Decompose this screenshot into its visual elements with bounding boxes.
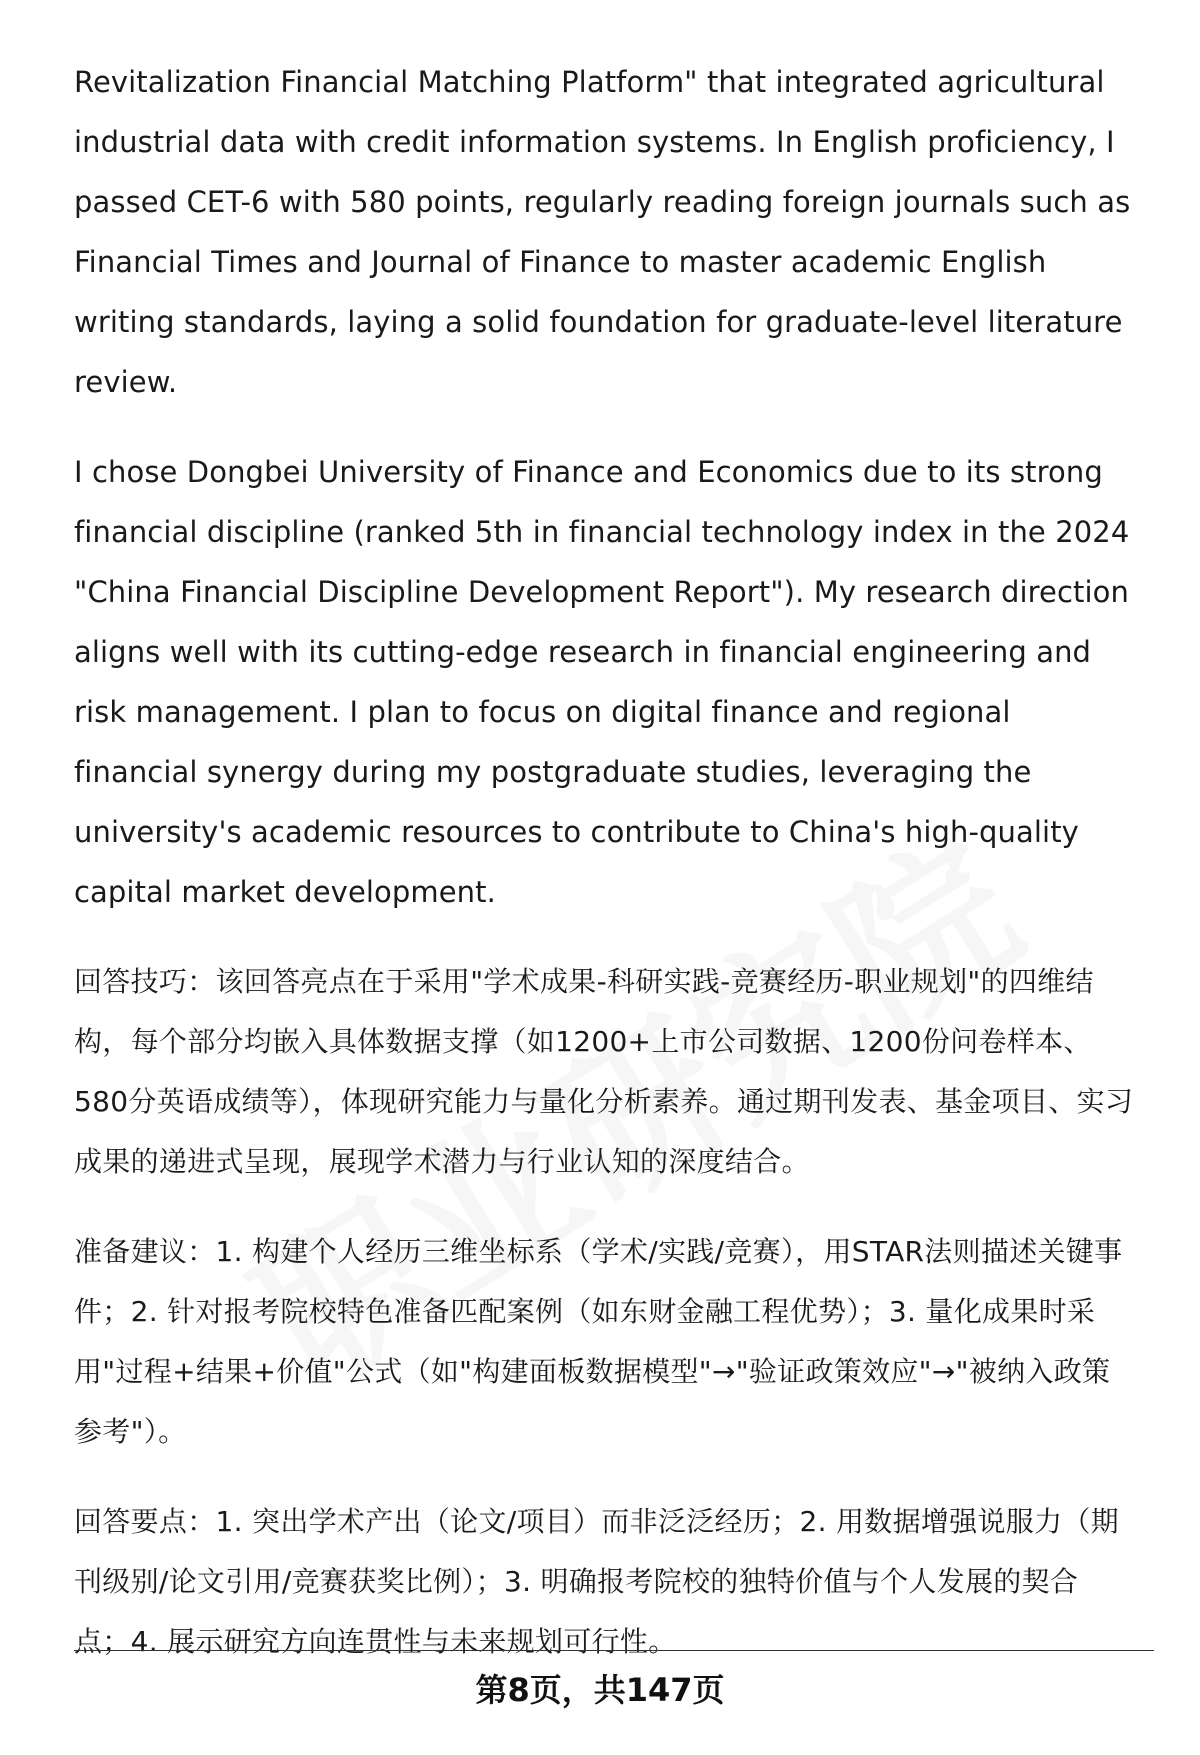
footer-divider [74,1650,1154,1651]
paragraph-key-points: 回答要点：1. 突出学术产出（论文/项目）而非泛泛经历；2. 用数据增强说服力（期刊级别/论文引用/竞赛获奖比例）；3. 明确报考院校的独特价值与个人发展的契合点；4. 展示研究方向连贯性与未来规划可行性。 [74,1505,1119,1658]
document-body [74,52,1134,1702]
paragraph-prep-advice: 准备建议：1. 构建个人经历三维坐标系（学术/实践/竞赛），用STAR法则描述关键事件；2. 针对报考院校特色准备匹配案例（如东财金融工程优势）；3. 量化成果时采用"过程+结果+价值"公式（如"构建面板数据模型"→"验证政策效应"→"被纳入政策参考"）。 [74,1235,1123,1448]
paragraph-motivation: I chose Dongbei University of Finance and Economics due to its strong financial discipline (ranked 5th in financial technology index in the 2024 "China Financial Discipline Development Report"). My research direction aligns well with its cutting-edge research in financial engineering and risk management. I plan to focus on digital finance and regional financial synergy during my postgraduate studies, leveraging the university's academic resources to contribute to China's high-quality capital market development. [74,455,1130,909]
paragraph-background: Revitalization Financial Matching Platform" that integrated agricultural industrial data with credit information systems. In English proficiency, I passed CET-6 with 580 points, regularly reading foreign journals such as Financial Times and Journal of Finance to master academic English writing standards, laying a solid foundation for graduate-level literature review. [74,65,1131,399]
paragraph-answer-tips: 回答技巧：该回答亮点在于采用"学术成果-科研实践-竞赛经历-职业规划"的四维结构，每个部分均嵌入具体数据支撑（如1200+上市公司数据、1200份问卷样本、580分英语成绩等），体现研究能力与量化分析素养。通过期刊发表、基金项目、实习成果的递进式呈现，展现学术潜力与行业认知的深度结合。 [74,965,1134,1178]
page-number: 第8页，共147页 [475,1671,725,1709]
